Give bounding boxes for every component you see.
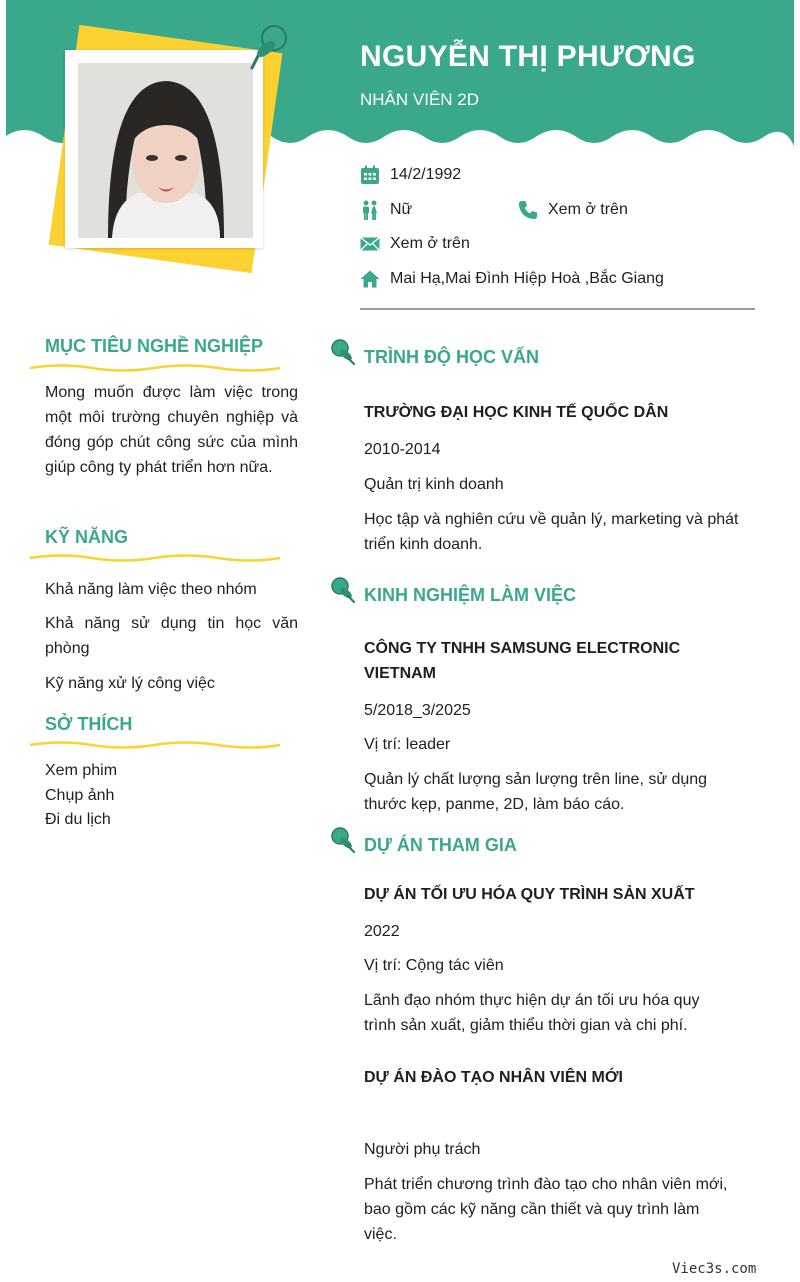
projects-heading: DỰ ÁN THAM GIA xyxy=(364,835,517,855)
education-period: 2010-2014 xyxy=(364,441,441,458)
hobby-item: Xem phim xyxy=(45,762,118,779)
watermark: Viec3s.com xyxy=(672,1261,757,1277)
objective-text: Mong muốn được làm việc trong một môi trường chuyên nghiệp và đóng góp chút công sức của mình giúp công ty phát triển hơn nữa. xyxy=(45,384,298,476)
phone-icon xyxy=(518,200,538,220)
gender-row xyxy=(360,200,412,220)
hobbies-underline xyxy=(28,739,282,751)
phone-value: Xem ở trên xyxy=(548,201,628,218)
education-school: TRƯỜNG ĐẠI HỌC KINH TẾ QUỐC DÂN xyxy=(364,404,669,421)
address-value: Mai Hạ,Mai Đình Hiệp Hoà ,Bắc Giang xyxy=(390,270,664,287)
skills-heading: KỸ NĂNG xyxy=(45,527,129,547)
candidate-role: NHÂN VIÊN 2D xyxy=(360,90,480,109)
birthdate-row xyxy=(360,165,461,185)
project-description: Lãnh đạo nhóm thực hiện dự án tối ưu hóa quy trình sản xuất, giảm thiểu thời gian và chi phí. xyxy=(364,992,700,1034)
email-icon xyxy=(360,234,380,254)
email-row xyxy=(360,234,470,254)
objective-heading: MỤC TIÊU NGHỀ NGHIỆP xyxy=(45,336,264,356)
education-description: Học tập và nghiên cứu về quản lý, marketing và phát triển kinh doanh. xyxy=(364,511,739,553)
project-year: 2022 xyxy=(364,923,400,940)
info-divider xyxy=(360,308,755,310)
pushpin-icon xyxy=(329,338,355,366)
address-row xyxy=(360,269,664,289)
hobby-item: Chụp ảnh xyxy=(45,787,115,804)
experience-period: 5/2018_3/2025 xyxy=(364,702,471,719)
project-name: DỰ ÁN ĐÀO TẠO NHÂN VIÊN MỚI xyxy=(364,1069,623,1086)
profile-photo xyxy=(78,63,253,238)
gender-value: Nữ xyxy=(390,201,413,218)
skill-item: Khả năng sử dụng tin học văn phòng xyxy=(45,615,298,657)
calendar-icon xyxy=(360,165,380,185)
email-value: Xem ở trên xyxy=(390,235,470,252)
home-icon xyxy=(360,269,380,289)
skill-item: Khả năng làm việc theo nhóm xyxy=(45,581,257,598)
education-heading: TRÌNH ĐỘ HỌC VẤN xyxy=(364,347,539,367)
project-name: DỰ ÁN TỐI ƯU HÓA QUY TRÌNH SẢN XUẤT xyxy=(364,886,695,903)
experience-heading: KINH NGHIỆM LÀM VIỆC xyxy=(364,585,577,605)
candidate-name: NGUYỄN THỊ PHƯƠNG xyxy=(360,40,696,73)
experience-company: CÔNG TY TNHH SAMSUNG ELECTRONIC VIETNAM xyxy=(364,640,681,682)
experience-description: Quản lý chất lượng sản lượng trên line, sử dụng thước kẹp, panme, 2D, làm báo cáo. xyxy=(364,771,708,813)
objective-underline xyxy=(28,362,282,374)
skills-underline xyxy=(28,552,282,564)
skill-item: Kỹ năng xử lý công việc xyxy=(45,675,215,692)
gender-icon xyxy=(360,200,380,220)
phone-row xyxy=(518,200,628,220)
pushpin-icon xyxy=(329,826,355,854)
pushpin-icon xyxy=(248,22,290,72)
project-position: Người phụ trách xyxy=(364,1141,481,1158)
hobbies-heading: SỞ THÍCH xyxy=(45,714,133,734)
birthdate-value: 14/2/1992 xyxy=(390,166,462,183)
pushpin-icon xyxy=(329,576,355,604)
project-position: Vị trí: Cộng tác viên xyxy=(364,957,504,974)
experience-position: Vị trí: leader xyxy=(364,736,451,753)
education-major: Quản trị kinh doanh xyxy=(364,476,504,493)
hobby-item: Đi du lịch xyxy=(45,811,111,828)
project-description: Phát triển chương trình đào tạo cho nhân viên mới, bao gồm các kỹ năng cần thiết và quy trình làm việc. xyxy=(364,1176,728,1243)
